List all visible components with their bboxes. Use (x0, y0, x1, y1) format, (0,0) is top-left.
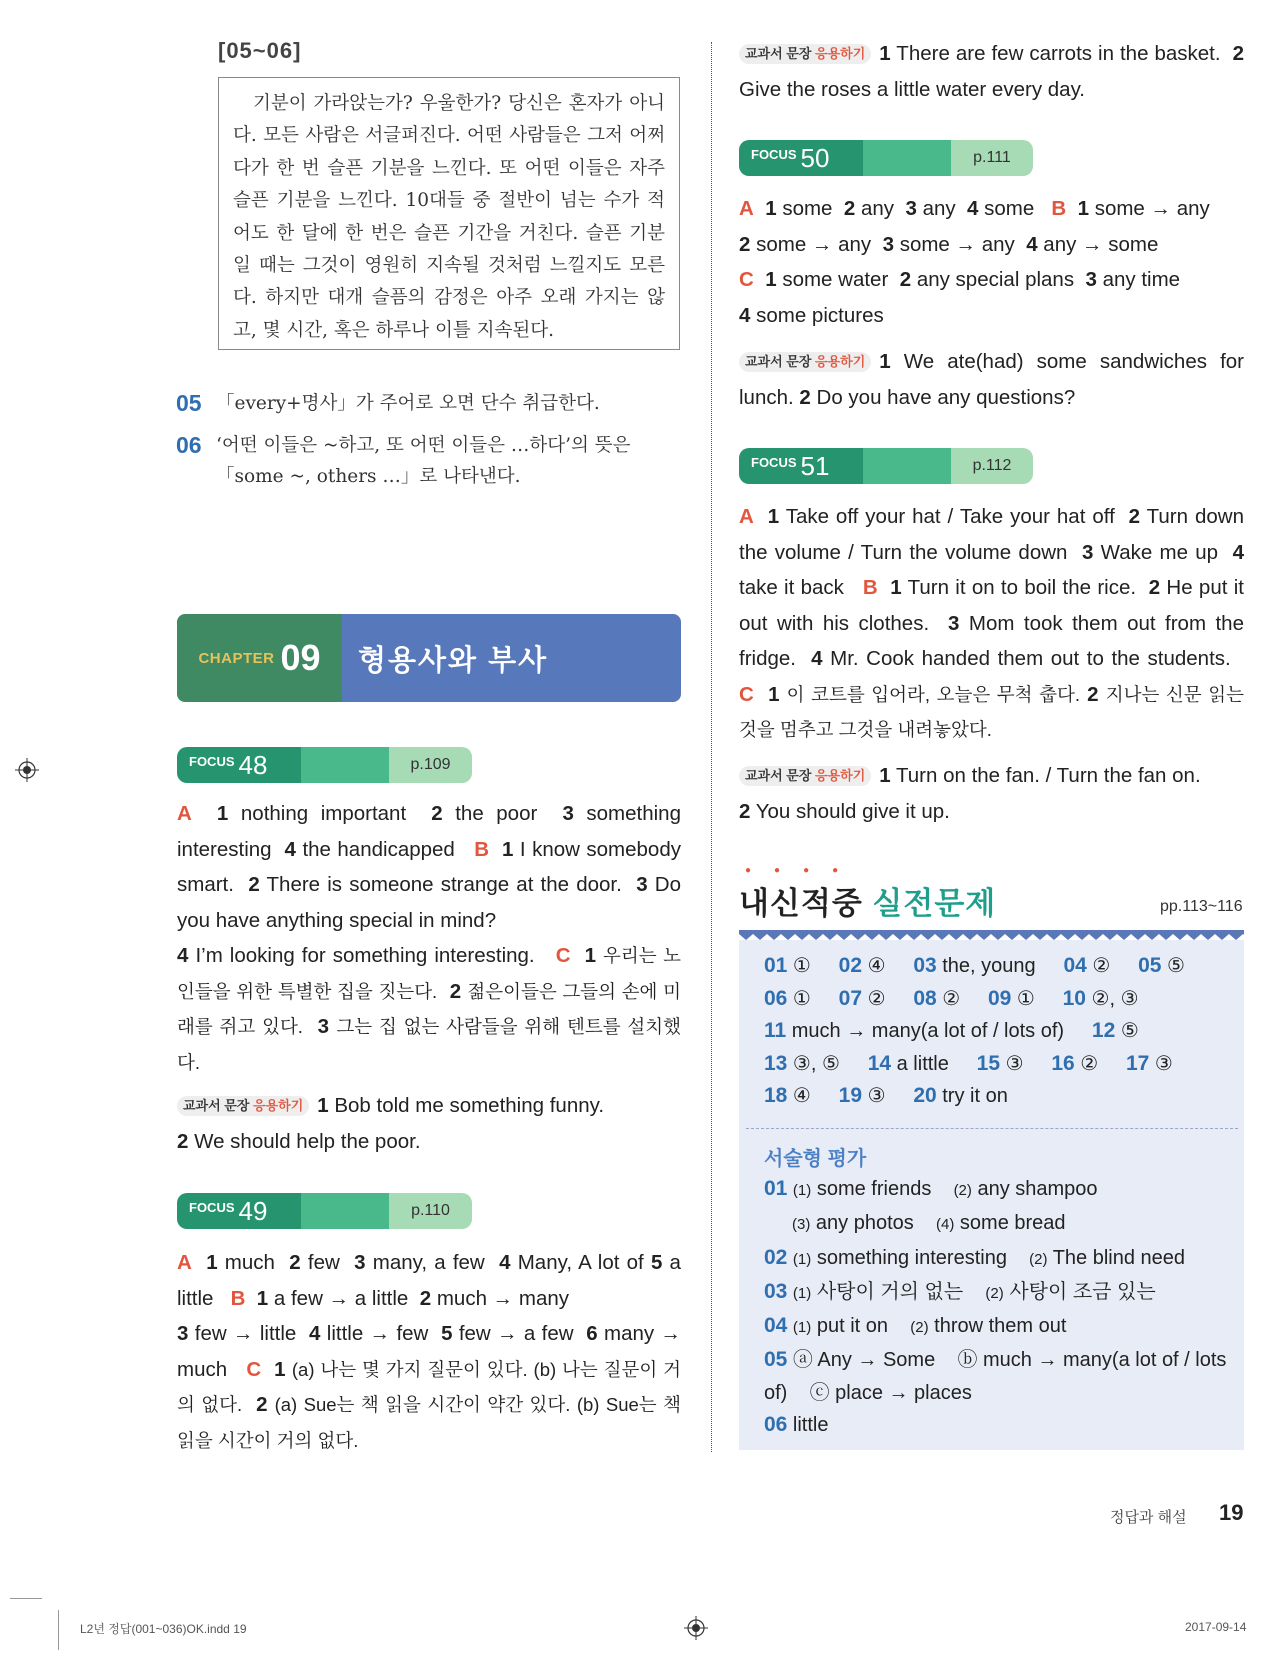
answer: Give the roses a little water every day. (739, 77, 1085, 101)
answer: any (922, 197, 956, 220)
essay-row: 06 little (764, 1413, 829, 1437)
answer: (a) 나는 몇 가지 질문이 있다. (b) 나는 질문이 거의 없다. (177, 1358, 681, 1415)
section-b-label: B (1051, 197, 1067, 220)
exam-title-b: 실전문제 (872, 886, 997, 921)
answer: Take off your hat / Take your hat off (785, 505, 1115, 528)
answer: some → any (756, 232, 872, 256)
chapter-label: CHAPTER (198, 649, 275, 667)
answer: Mr. Cook handed them out to the students. (830, 647, 1231, 670)
answer: Turn down the volume / Turn the volume down (739, 505, 1244, 564)
answer: We ate(had) some sandwiches for lunch. (739, 350, 1244, 409)
answer: any special plans (916, 268, 1075, 291)
answer: much → many (436, 1286, 570, 1310)
focus-page: p.110 (389, 1193, 472, 1229)
section-c-label: C (739, 268, 754, 291)
textbook-badge: 교과서 문장 응용하기 (739, 352, 871, 372)
answer: some → any (1094, 197, 1210, 220)
answer: few → little (194, 1322, 297, 1345)
answer: few → a few (458, 1322, 574, 1345)
footer-label: 정답과 해설 (1110, 1509, 1187, 1526)
answer: He put it out with his clothes. (739, 576, 1244, 635)
answer: the poor (455, 802, 538, 825)
focus-50-bar (739, 140, 1033, 176)
answer: 우리는 노인들을 위한 특별한 집을 짓는다. (177, 945, 681, 1002)
answer: We should help the poor. (194, 1129, 421, 1153)
crop-mark (58, 1610, 59, 1650)
answer: a few → a little (273, 1286, 409, 1310)
answer: some (984, 197, 1035, 220)
answer: take it back (739, 576, 844, 599)
textbook-badge: 교과서 문장 응용하기 (739, 766, 871, 786)
answer: Do you have anything special in mind? (177, 873, 681, 932)
answer: You should give it up. (755, 799, 950, 823)
note-text: ‘어떤 이들은 ~하고, 또 어떤 이들은 …하다’의 뜻은 「some ~, others …」로 나타낸다. (216, 435, 631, 487)
focus-number: 48 (238, 749, 268, 780)
answer: Mom took them out from the fridge. (739, 611, 1244, 670)
column-divider (711, 42, 712, 1452)
section-a-label: A (177, 802, 192, 825)
focus-51-answers: A 1 Take off your hat / Take your hat off 2 Turn down the volume / Turn the volume down 3 Wake me up 4 take it back B 1 Turn it on to boil the rice. 2 He put it out with his clothes. 3 Mom took them out from the fridge. 4 Mr. Cook handed them out to the students. C 1 이 코트를 입어라, 오늘은 무척 춥다. 2 지나는 신문 읽는 것을 멈추고 그것을 내려놓았다. (739, 505, 1244, 740)
section-a-label: A (739, 197, 754, 220)
emphasis-dots: ●●●● (745, 865, 862, 876)
answer: Turn it on to boil the rice. (907, 576, 1137, 599)
focus-50-answers: A 1 some 2 any 3 any 4 some B 1 some → any 2 some → any 3 some → any 4 any → some C 1 some water 2 any special plans 3 any time 4 some pictures (739, 197, 1210, 327)
mc-row: 18 ④ 19 ③ 20 try it on (764, 1084, 1008, 1107)
section-c-label: C (555, 944, 571, 967)
focus-48-textbook: 교과서 문장 응용하기 1 Bob told me something funny. 2 We should help the poor. (177, 1094, 605, 1153)
zigzag-divider (739, 930, 1244, 940)
textbook-badge: 교과서 문장 응용하기 (739, 44, 871, 64)
section-b-label: B (474, 837, 490, 861)
file-info: L2년 정답(001~036)OK.indd 19 (80, 1622, 247, 1636)
answer: Do you have any questions? (816, 385, 1076, 409)
note-06 (176, 430, 684, 492)
answer: some (782, 197, 833, 220)
multiple-choice-answers (764, 950, 1234, 1113)
dashed-separator (746, 1128, 1238, 1129)
exam-title-a: 내신적중 (739, 886, 863, 921)
exam-section-title (739, 878, 996, 923)
section-c-label: C (246, 1357, 262, 1381)
answer: much (224, 1251, 275, 1274)
answer: I’m looking for something interesting. (195, 944, 535, 967)
chapter-banner (177, 614, 681, 702)
answer: some water (782, 268, 889, 291)
essay-row: 05 ⓐ Any → Some ⓑ much → many(a lot of / lots of) ⓒ place → places (764, 1348, 1227, 1404)
answer: some → any (899, 232, 1015, 256)
focus-number: 49 (238, 1195, 268, 1226)
answer: the handicapped (302, 837, 455, 861)
answer: I know somebody smart. (177, 837, 681, 896)
answer: 그는 집 없는 사람들을 위해 텐트를 설치했다. (177, 1016, 681, 1073)
exercise-label: [05~06] (218, 38, 302, 63)
textbook-answers-top: 교과서 문장 응용하기 1 There are few carrots in the basket. 2 Give the roses a little water every day. (739, 42, 1244, 101)
translation-box (218, 77, 680, 350)
section-a-label: A (739, 505, 754, 528)
essay-answers (764, 1173, 1234, 1441)
note-text: 「every+명사」가 주어로 오면 단수 취급한다. (216, 393, 600, 414)
focus-48-bar (177, 747, 472, 783)
focus-label: FOCUS (751, 146, 797, 162)
essay-row: 04 (1) put it on (2) throw them out (764, 1314, 1067, 1338)
focus-51-bar (739, 448, 1033, 484)
mc-row: 01 ① 02 ④ 03 the, young 04 ② 05 ⑤ (764, 954, 1185, 977)
focus-page: p.109 (389, 747, 472, 783)
note-number: 06 (176, 432, 202, 458)
answer: many → much (177, 1322, 682, 1381)
textbook-badge: 교과서 문장 응용하기 (177, 1096, 309, 1116)
focus-label: FOCUS (189, 753, 235, 769)
essay-row: 03 (1) 사탕이 거의 없는 (2) 사탕이 조금 있는 (764, 1279, 1156, 1303)
answer: some pictures (756, 303, 884, 327)
section-b-label: B (862, 576, 878, 599)
registration-mark-icon (684, 1616, 708, 1640)
answer: 이 코트를 입어라, 오늘은 무척 춥다. (786, 683, 1081, 705)
focus-50-textbook: 교과서 문장 응용하기 1 We ate(had) some sandwiches for lunch. 2 Do you have any questions? (739, 350, 1244, 409)
answer: any time (1102, 268, 1181, 291)
essay-row: 01 (1) some friends (2) any shampoo (764, 1177, 1098, 1200)
answer: Many, A lot of (517, 1251, 644, 1274)
answer: a little (177, 1251, 681, 1310)
note-number: 05 (176, 390, 202, 416)
focus-51-textbook: 교과서 문장 응용하기 1 Turn on the fan. / Turn the fan on. 2 You should give it up. (739, 764, 1201, 823)
answer: 젊은이들은 그들의 손에 미래를 쥐고 있다. (177, 980, 681, 1037)
answer: There are few carrots in the basket. (896, 42, 1221, 65)
answer: Bob told me something funny. (334, 1094, 605, 1117)
note-05 (176, 388, 684, 421)
chapter-number-block (177, 614, 342, 702)
mc-row: 06 ① 07 ② 08 ② 09 ① 10 ②, ③ (764, 986, 1139, 1010)
answer: nothing important (240, 802, 407, 825)
answer: any → some (1043, 232, 1159, 256)
date-info: 2017-09-14 (1185, 1620, 1247, 1634)
focus-page: p.111 (951, 140, 1033, 176)
section-a-label: A (177, 1251, 192, 1274)
essay-section-title: 서술형 평가 (764, 1148, 867, 1170)
focus-page: p.112 (951, 448, 1033, 484)
chapter-title: 형용사와 부사 (342, 614, 681, 702)
mc-row: 11 much → many(a lot of / lots of) 12 ⑤ (764, 1019, 1139, 1042)
focus-49-bar (177, 1193, 472, 1229)
focus-number: 50 (800, 142, 830, 173)
chapter-number: 09 (280, 637, 321, 678)
focus-number: 51 (800, 450, 830, 481)
answer: few (307, 1251, 340, 1274)
answer: (a) Sue는 책 읽을 시간이 약간 있다. (b) Sue는 책 읽을 시간이 거의 없다. (177, 1394, 681, 1451)
answer: Wake me up (1100, 540, 1219, 564)
registration-mark-icon (15, 758, 39, 782)
exam-page-range: pp.113~116 (1160, 898, 1243, 915)
focus-label: FOCUS (189, 1199, 235, 1215)
crop-mark (10, 1598, 42, 1599)
answer: 지나는 신문 읽는 것을 멈추고 그것을 내려놓았다. (739, 683, 1244, 740)
essay-row: (3) any photos (4) some bread (792, 1212, 1066, 1235)
focus-48-answers: A 1 nothing important 2 the poor 3 something interesting 4 the handicapped B 1 I know somebody smart. 2 There is someone strange at the door. 3 Do you have anything special in mind? 4 I’m looking for something interesting. C 1 우리는 노인들을 위한 특별한 집을 짓는다. 2 젊은이들은 그들의 손에 미래를 쥐고 있다. 3 그는 집 없는 사람들을 위해 텐트를 설치했다. (177, 802, 681, 1073)
answer: little → few (326, 1322, 429, 1345)
translation-passage: 기분이 가라앉는가? 우울한가? 당신은 혼자가 아니다. 모든 사람은 서글퍼진다. 어떤 사람들은 그저 어쩌다가 한 번 슬픈 기분을 느낀다. 또 어떤 이들은 자주 슬픈 기분을 느낀다. 10대들 중 절반이 넘는 수가 적어도 한 달에 한 번은 슬픈 기간을 거친다. 슬픈 기분일 때는 그것이 영원히 지속될 것처럼 느낄지도 모른다. 하지만 대개 슬픔의 감정은 아주 오래 가지는 않고, 몇 시간, 혹은 하루나 이틀 지속된다. (233, 93, 665, 341)
answer: any (860, 197, 895, 220)
answer: Turn on the fan. / Turn the fan on. (895, 764, 1201, 787)
answer: many, a few (372, 1251, 485, 1274)
answer: something interesting (177, 802, 681, 861)
focus-49-answers: A 1 much 2 few 3 many, a few 4 Many, A lot of 5 a little B 1 a few → a little 2 much → many 3 few → little 4 little → few 5 few → a few 6 many → much C 1 (a) 나는 몇 가지 질문이 있다. (b) 나는 질문이 거의 없다. 2 (a) Sue는 책 읽을 시간이 약간 있다. (b) Sue는 책 읽을 시간이 거의 없다. (177, 1251, 682, 1451)
mc-row: 13 ③, ⑤ 14 a little 15 ③ 16 ② 17 ③ (764, 1051, 1173, 1075)
section-b-label: B (230, 1286, 246, 1310)
focus-label: FOCUS (751, 454, 797, 470)
section-c-label: C (739, 682, 754, 706)
page-number: 19 (1219, 1500, 1244, 1525)
answer: There is someone strange at the door. (266, 873, 622, 896)
essay-row: 02 (1) something interesting (2) The blind need (764, 1245, 1186, 1269)
